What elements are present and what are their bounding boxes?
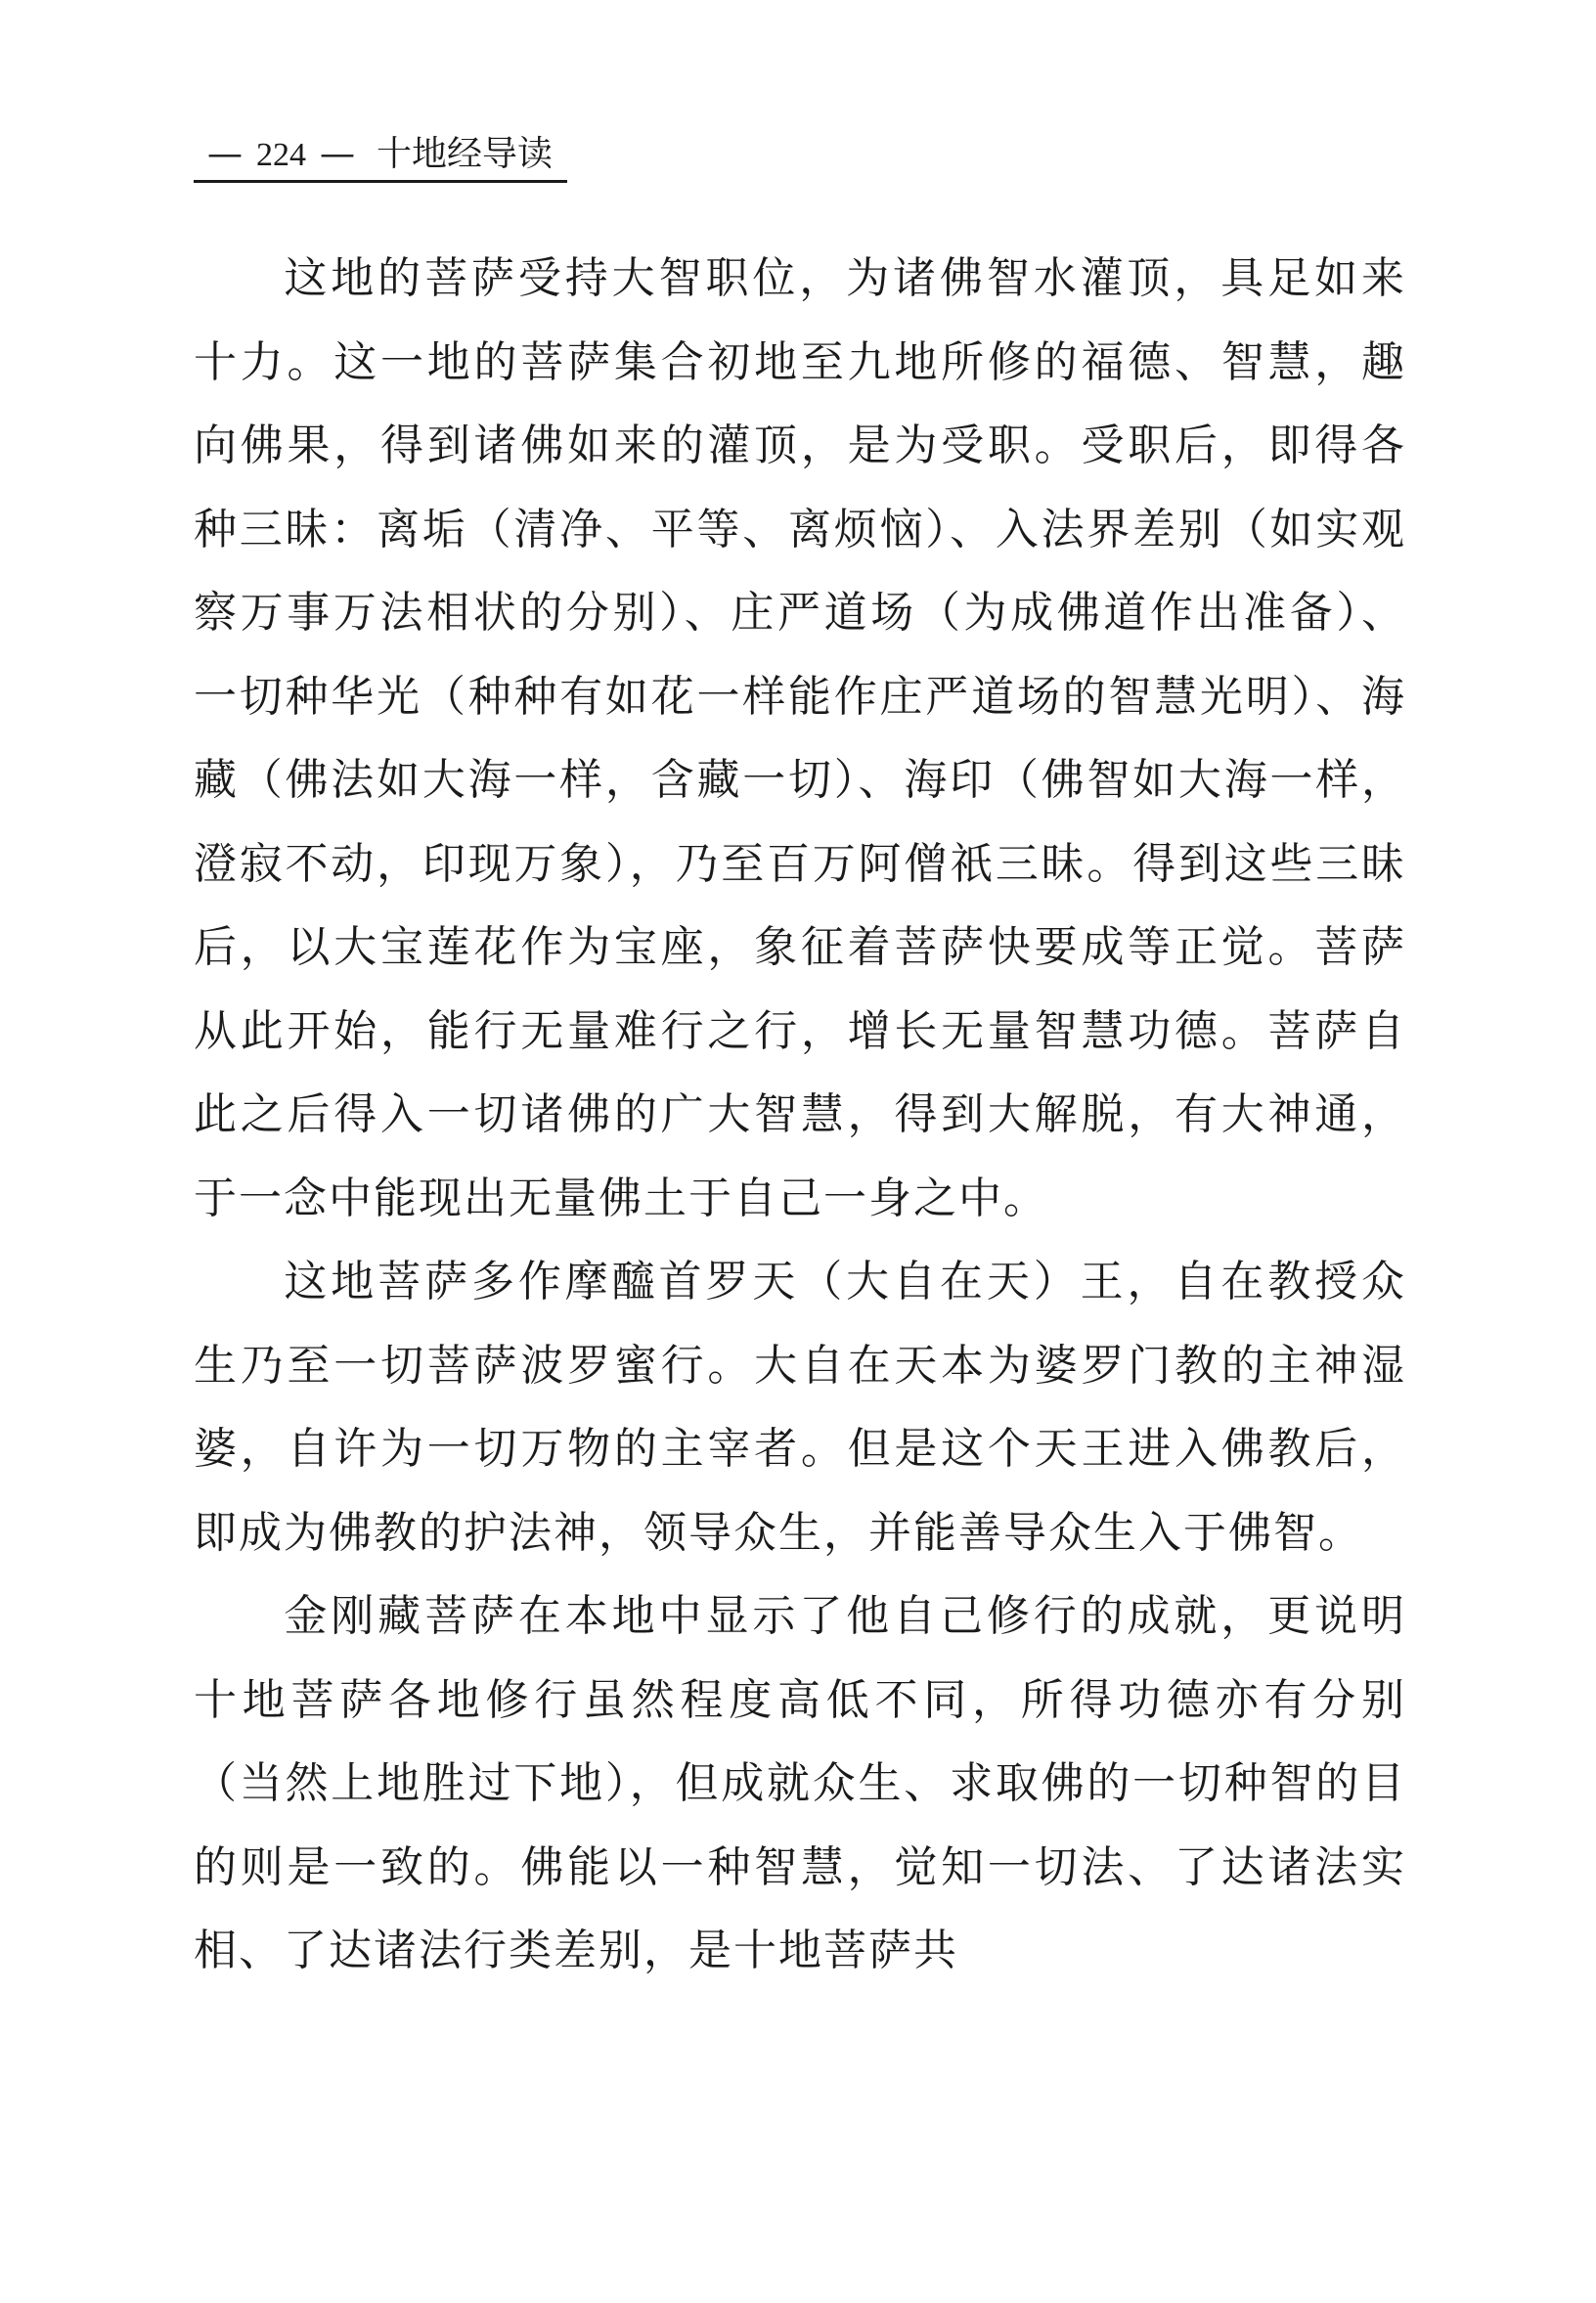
header-rule (194, 180, 567, 183)
header-dash-left: — (207, 134, 243, 174)
book-title: 十地经导读 (377, 134, 554, 174)
paragraph-2: 这地菩萨多作摩醯首罗天（大自在天）王，自在教授众生乃至一切菩萨波罗蜜行。大自在天本为婆罗门教的主神湿婆，自许为一切万物的主宰者。但是这个天王进入佛教后，即成为佛教的护法神，领导众生，并能善导众生入于佛智。 (194, 1257, 1406, 1558)
header-dash-right: — (320, 134, 355, 174)
page-number: 224 (256, 137, 306, 173)
paragraph-3: 金刚藏菩萨在本地中显示了他自己修行的成就，更说明十地菩萨各地修行虽然程度高低不同，所得功德亦有分别（当然上地胜过下地），但成就众生、求取佛的一切种智的目的则是一致的。佛能以一种智慧，觉知一切法、了达诸法实相、了达诸法行类差别，是十地菩萨共 (194, 1591, 1406, 1975)
paragraph-1: 这地的菩萨受持大智职位，为诸佛智水灌顶，具足如来十力。这一地的菩萨集合初地至九地所修的福德、智慧，趣向佛果，得到诸佛如来的灌顶，是为受职。受职后，即得各种三昧：离垢（清净、平等、离烦恼）、入法界差别（如实观察万事万法相状的分别）、庄严道场（为成佛道作出准备）、一切种华光（种种有如花一样能作庄严道场的智慧光明）、海藏（佛法如大海一样，含藏一切）、海印（佛智如大海一样，澄寂不动，印现万象），乃至百万阿僧祇三昧。得到这些三昧后，以大宝莲花作为宝座，象征着菩萨快要成等正觉。菩萨从此开始，能行无量难行之行，增长无量智慧功德。菩萨自此之后得入一切诸佛的广大智慧，得到大解脱，有大神通，于一念中能现出无量佛土于自己一身之中。 (194, 253, 1406, 1223)
running-head (194, 131, 553, 179)
body-text (194, 237, 1406, 1993)
